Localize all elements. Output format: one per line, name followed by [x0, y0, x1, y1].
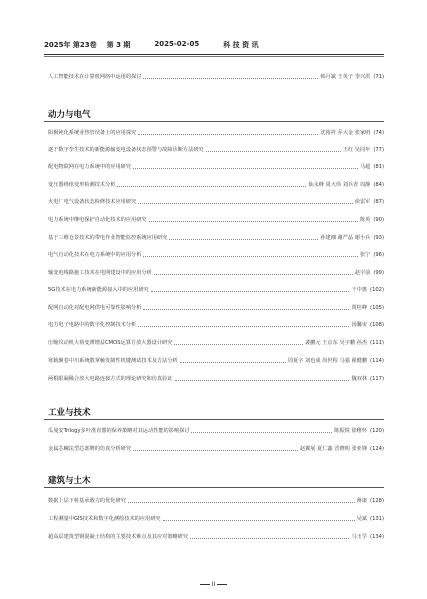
header-rule: [44, 54, 384, 55]
toc-entry[interactable]: [48, 354, 384, 364]
entry-authors: 吴斌: [356, 516, 368, 522]
header-date: 2025-02-05: [154, 40, 200, 48]
entry-page: (134): [370, 534, 384, 540]
leader-dots: [151, 291, 350, 292]
toc-entry[interactable]: [48, 178, 384, 188]
leader-dots: [143, 309, 349, 310]
entry-title: 工程测量中GIS技术和数字化测绘技术的应用研究: [48, 516, 161, 522]
entry-title: 阳极钝化系统业热管误备上的应用探究: [48, 130, 137, 136]
entry-page: (81): [373, 164, 384, 170]
entry-authors: 赵宇前: [354, 270, 371, 276]
entry-page: (128): [370, 498, 384, 504]
leader-dots: [143, 256, 358, 257]
entry-page: (99): [373, 270, 384, 276]
entry-title: 配电物联网在电力系统中的应用研究: [48, 164, 132, 170]
entry-title: 人工智能技术在计算机网络中运用的探讨: [48, 74, 142, 80]
toc-entry[interactable]: [48, 195, 384, 205]
toc-entry[interactable]: [48, 301, 384, 311]
entry-page: (71): [373, 74, 384, 80]
toc-entry[interactable]: [48, 126, 384, 136]
leader-dots: [163, 520, 355, 521]
entry-title: 两根限凝稀合放大电路连接方式的理论研究和仿真验证: [48, 376, 173, 382]
leader-dots: [138, 203, 353, 204]
toc-entry[interactable]: [48, 318, 384, 328]
entry-page: (120): [370, 428, 384, 434]
section-heading-architecture-civil: 建筑与土木: [48, 476, 91, 486]
leader-dots: [175, 380, 350, 381]
entry-authors: 魏双林: [351, 376, 368, 382]
toc-entry[interactable]: [48, 231, 384, 241]
leader-dots: [138, 134, 318, 135]
entry-authors: 王红 吴同年: [342, 147, 371, 153]
entry-authors: 陈振锐 徐稚怀: [334, 428, 368, 434]
leader-dots: [169, 239, 318, 240]
entry-title: 压缩仪动机大荷变薄增益CMOS运算方放大器设计研究: [48, 340, 173, 346]
toc-entry[interactable]: [48, 248, 384, 258]
entry-authors: 千中惠: [351, 287, 368, 293]
toc-entry[interactable]: [48, 213, 384, 223]
entry-authors: 马玉学: [351, 534, 368, 540]
header-year-volume: 2025年 第23卷: [44, 41, 97, 49]
entry-authors: 韩月斌 王英子 李兴洪: [320, 74, 371, 80]
leader-dots: [190, 538, 349, 539]
leader-dots: [206, 151, 341, 152]
footer-dash-right: [217, 584, 227, 585]
toc-entry[interactable]: [48, 530, 384, 540]
toc-entry[interactable]: [48, 336, 384, 346]
entry-title: 超高层建筑型钢混凝土结构的主要技术难点及其应对策略研究: [48, 534, 189, 540]
leader-dots: [180, 362, 286, 363]
leader-dots: [174, 344, 303, 345]
entry-title: 电力系统中继电保护自动化技术的应用研究: [48, 217, 147, 223]
section-rule: [44, 487, 384, 488]
toc-entry[interactable]: [48, 160, 384, 170]
entry-page: (108): [370, 322, 384, 328]
leader-dots: [154, 274, 353, 275]
header-issue: 第 3 期: [106, 41, 131, 49]
section-heading-power-electrical: 动力与电气: [48, 110, 91, 120]
leader-dots: [143, 78, 318, 79]
entry-authors: 沈裕祥 乔大金 张家明: [320, 130, 371, 136]
leader-dots: [133, 450, 298, 451]
entry-page: (84): [373, 182, 384, 188]
toc-entry[interactable]: [48, 283, 384, 293]
entry-title: 基于三维仓景技术的带电作业智能监控系统应用研究: [48, 235, 168, 241]
entry-title: 火电厂电气设备状态检修技术应用研究: [48, 199, 137, 205]
entry-page: (96): [373, 252, 384, 258]
entry-title: 寒载聚卷中川系统散掌触发制性机键测试技术及方法分析: [48, 358, 178, 364]
entry-page: (87): [373, 199, 384, 205]
leader-dots: [133, 168, 358, 169]
entry-authors: 陈英: [359, 217, 371, 223]
header-journal: 科 技 资 讯: [223, 41, 259, 49]
running-header: [44, 40, 384, 50]
entry-authors: 仙永峰 周大伟 刘兵青 周静: [308, 182, 371, 188]
toc-entry[interactable]: [48, 512, 384, 522]
entry-page: (102): [370, 287, 384, 293]
entry-page: (93): [373, 235, 384, 241]
toc-entry[interactable]: [48, 266, 384, 276]
entry-page: (114): [370, 358, 384, 364]
entry-authors: 贾桂峰: [351, 305, 368, 311]
entry-page: (111): [370, 340, 384, 346]
entry-page: (124): [370, 446, 384, 452]
entry-title: 逐干数字孪生技术的新能源输变电设备状态预警与故障诊断方法研究: [48, 147, 204, 153]
leader-dots: [149, 221, 358, 222]
entry-authors: 马超: [359, 164, 371, 170]
entry-title: 电气自动化技术在电力系统中的应用分析: [48, 252, 142, 258]
entry-page: (74): [373, 130, 384, 136]
footer-dash-left: [200, 584, 210, 585]
entry-title: 5G技术在电力系统新能源接入中的应用研究: [48, 287, 149, 293]
header-rule-thin: [44, 56, 384, 57]
toc-entry[interactable]: [48, 494, 384, 504]
entry-page: (131): [370, 516, 384, 522]
footer-page-number: II: [211, 581, 216, 588]
section-rule: [44, 121, 384, 122]
entry-page: (105): [370, 305, 384, 311]
entry-authors: 赵翼展 夏仁鑫 晋晓明 张亚锋: [299, 446, 368, 452]
entry-title: 金属芯螺法型芯部牌的仿真分析研究: [48, 446, 132, 452]
entry-authors: 俞雷军: [354, 199, 371, 205]
entry-authors: 孙建湘 谢严晶 谢小兵: [320, 235, 371, 241]
section-heading-industry-technology: 工业与技术: [48, 408, 91, 418]
toc-entry[interactable]: [48, 442, 384, 452]
leader-dots: [128, 502, 355, 503]
toc-entry[interactable]: [48, 372, 384, 382]
toc-entry[interactable]: [48, 424, 384, 434]
section-rule: [44, 419, 384, 420]
entry-authors: 蒋康: [356, 498, 368, 504]
leader-dots: [138, 326, 349, 327]
entry-title: 电力电子电路中的数字化控制技术分析: [48, 322, 137, 328]
entry-page: (117): [370, 376, 384, 382]
entry-title: 瓜曼安Trilogy多叶准直器的保养策略对其运动性能的影响探讨: [48, 428, 190, 434]
toc-entry[interactable]: [48, 70, 384, 80]
entry-title: 配网自动化对配电网供电可靠性影响分析: [48, 305, 142, 311]
entry-page: (77): [373, 147, 384, 153]
entry-title: 输变电线路施工技术在电网建设中的应用分析: [48, 270, 152, 276]
entry-authors: 裴鹏元 王京东 吴宇鹏 孙杰: [305, 340, 368, 346]
entry-authors: 张宁: [359, 252, 371, 258]
page-footer: [0, 581, 427, 588]
entry-authors: 汤馨宙: [351, 322, 368, 328]
entry-title: 数据上层下桩基承载力的优化研究: [48, 498, 126, 504]
entry-title: 变压器绕组变形检测技术分析: [48, 182, 116, 188]
leader-dots: [117, 186, 306, 187]
toc-entry[interactable]: [48, 143, 384, 153]
entry-authors: 周夏字 刘也成 尚世程 马强 翟健鹏: [287, 358, 368, 364]
entry-page: (90): [373, 217, 384, 223]
leader-dots: [191, 432, 332, 433]
